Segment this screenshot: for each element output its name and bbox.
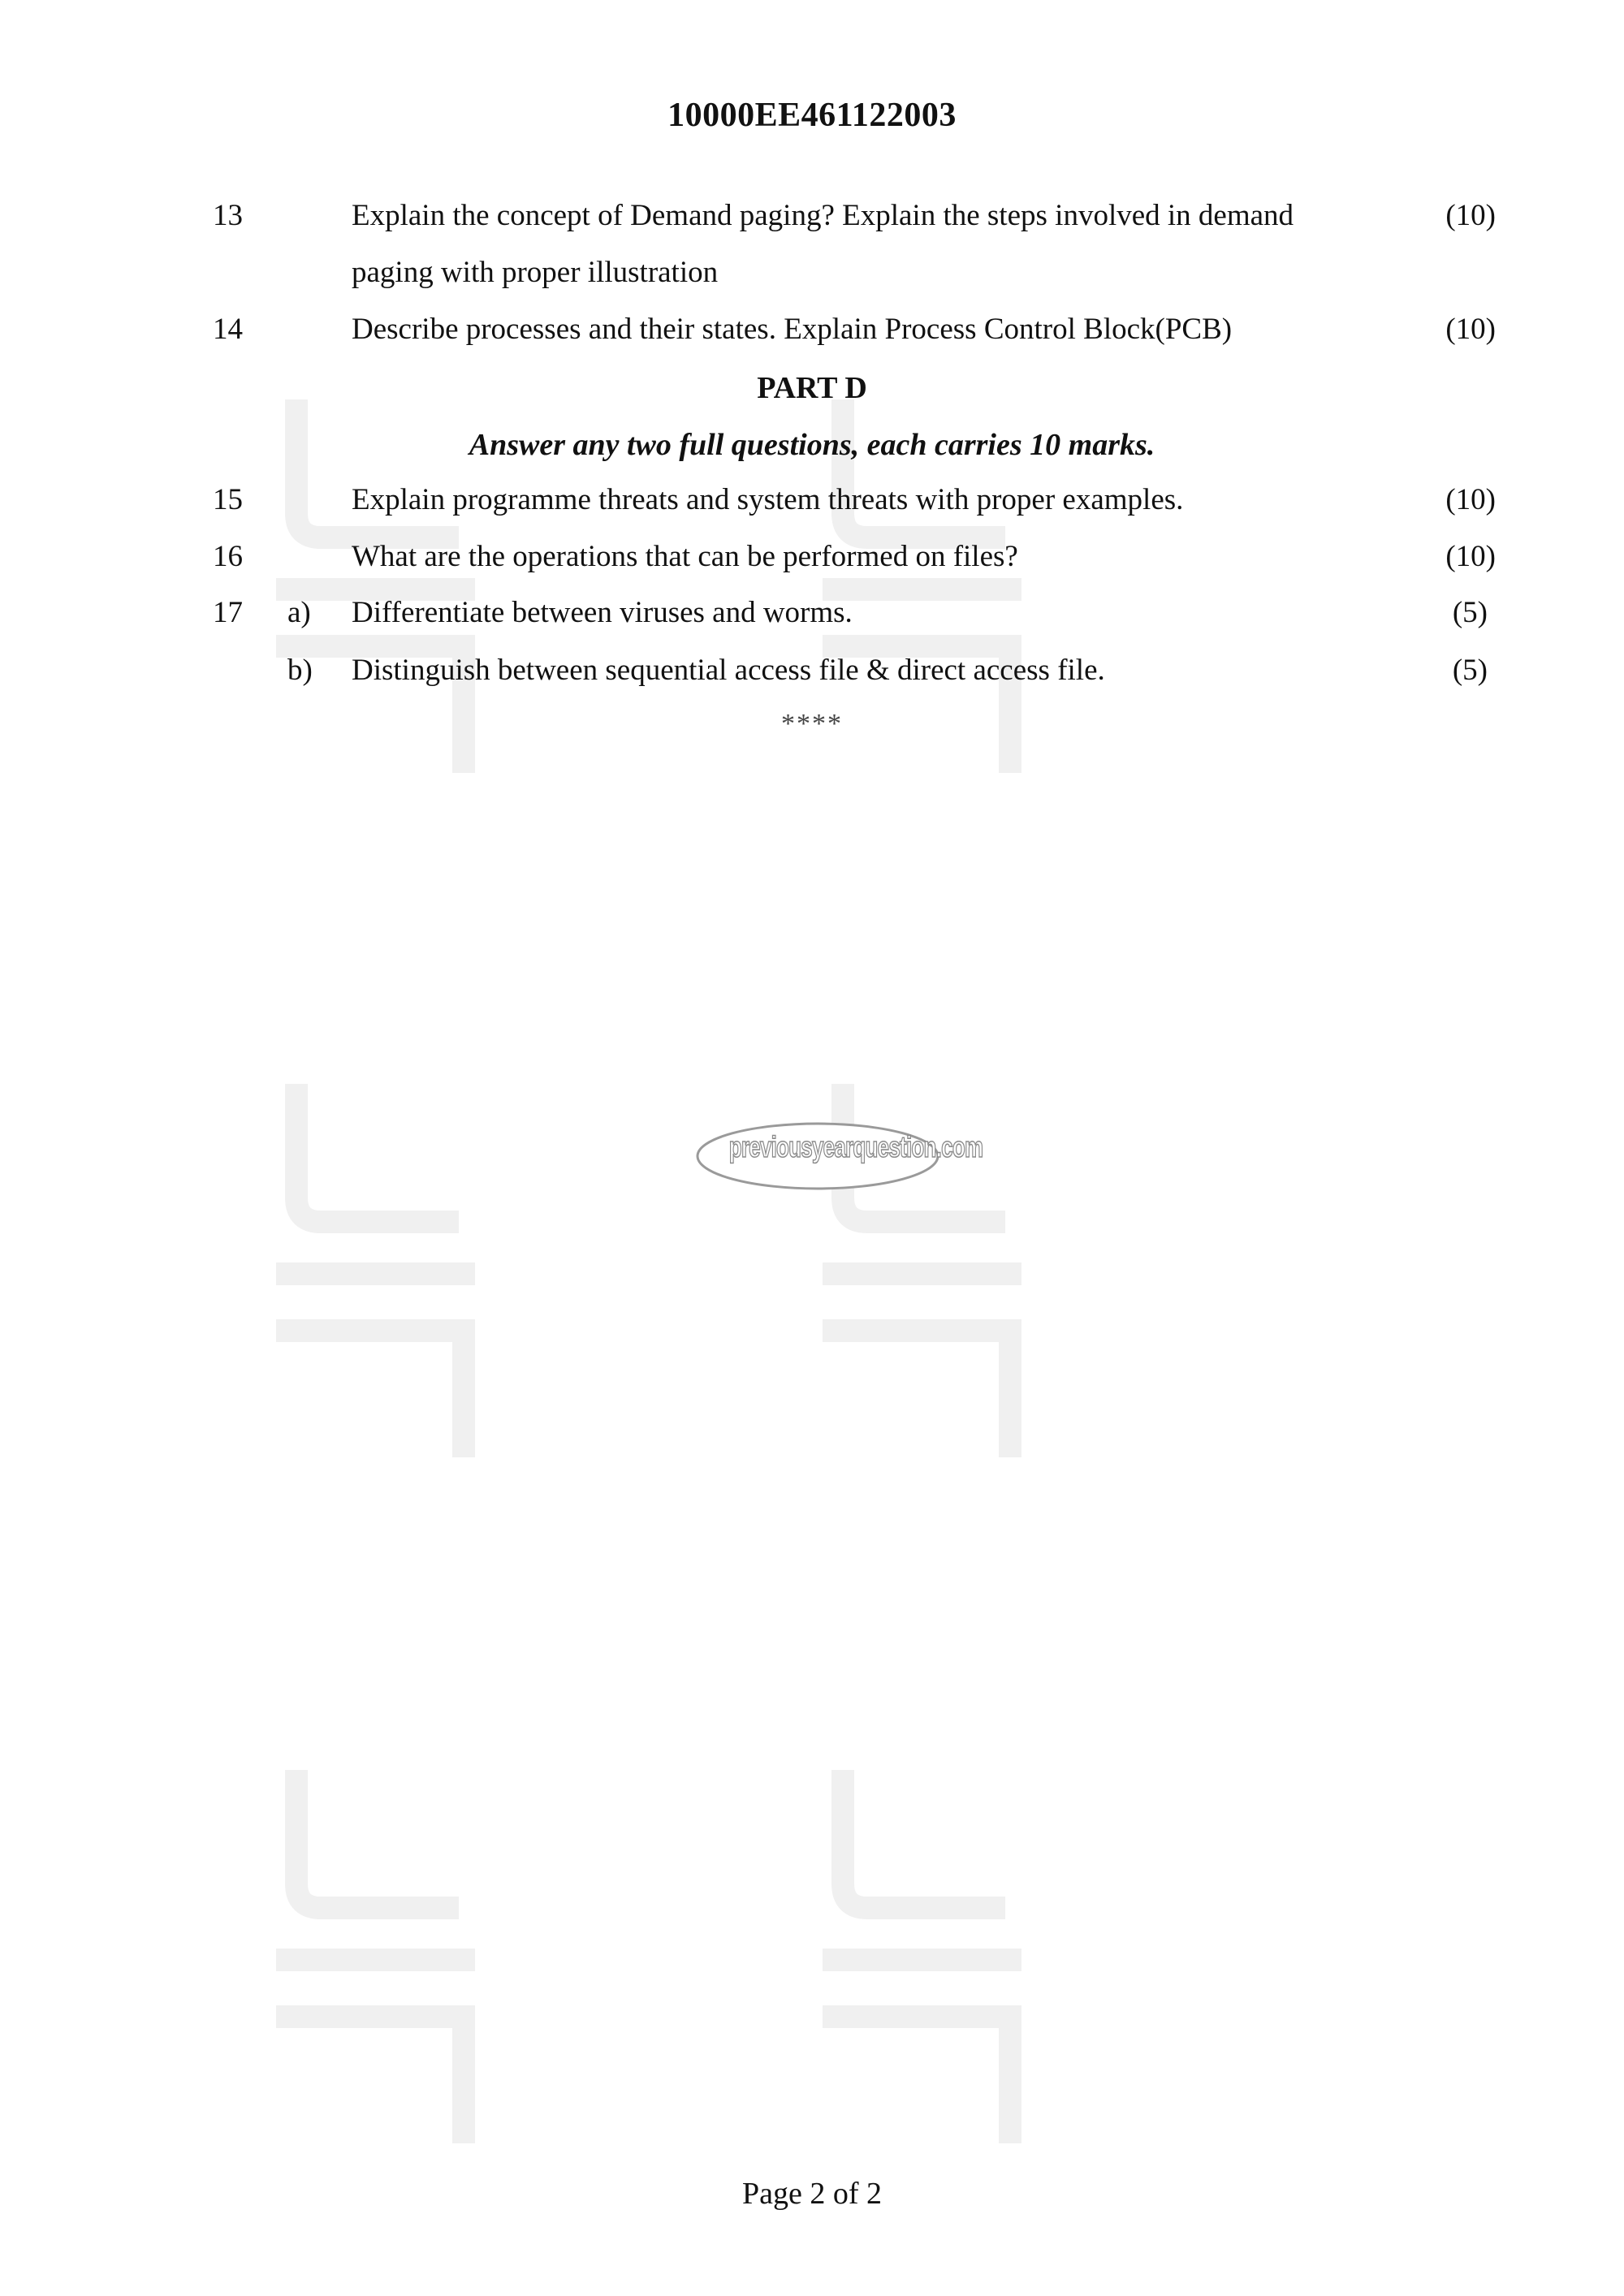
question-number: 13 [213,199,243,232]
paper-code: 10000EE461122003 [667,97,957,134]
question-number: 16 [213,540,243,573]
question-marks: (5) [1452,654,1488,687]
site-logo-watermark [694,1119,983,1193]
question-marks: (10) [1445,313,1496,346]
logo-text: previousyearquestion.com [728,1130,983,1163]
question-number: 15 [213,483,243,516]
sub-question-label: b) [287,654,313,687]
question-marks: (10) [1445,540,1496,573]
question-number: 17 [213,596,243,629]
jit-watermark [818,1762,1030,2143]
question-text: Differentiate between viruses and worms. [352,596,853,629]
question-marks: (5) [1452,596,1488,629]
question-text: Explain programme threats and system threats with proper examples. [352,483,1184,516]
question-marks: (10) [1445,199,1496,232]
question-row [0,198,1624,289]
sub-question-label: a) [287,596,311,629]
question-text: Describe processes and their states. Explain Process Control Block(PCB) [352,313,1233,346]
question-row [0,653,1624,693]
question-text-continued: paging with proper illustration [352,256,719,289]
question-row [0,595,1624,636]
page-number: Page 2 of 2 [741,2177,883,2211]
question-text: Distinguish between sequential access file & direct access file. [352,654,1105,687]
question-row [0,539,1624,580]
part-instruction: Answer any two full questions, each carries 10 marks. [469,428,1155,462]
question-row [0,312,1624,352]
end-of-paper-mark: **** [781,709,843,739]
question-number: 14 [213,313,243,346]
jit-watermark [272,1762,483,2143]
jit-watermark [272,1076,483,1457]
part-heading: PART D [757,371,867,405]
question-text: What are the operations that can be performed on files? [352,540,1018,573]
question-text: Explain the concept of Demand paging? Explain the steps involved in demand [352,199,1294,232]
question-marks: (10) [1445,483,1496,516]
question-row [0,482,1624,523]
